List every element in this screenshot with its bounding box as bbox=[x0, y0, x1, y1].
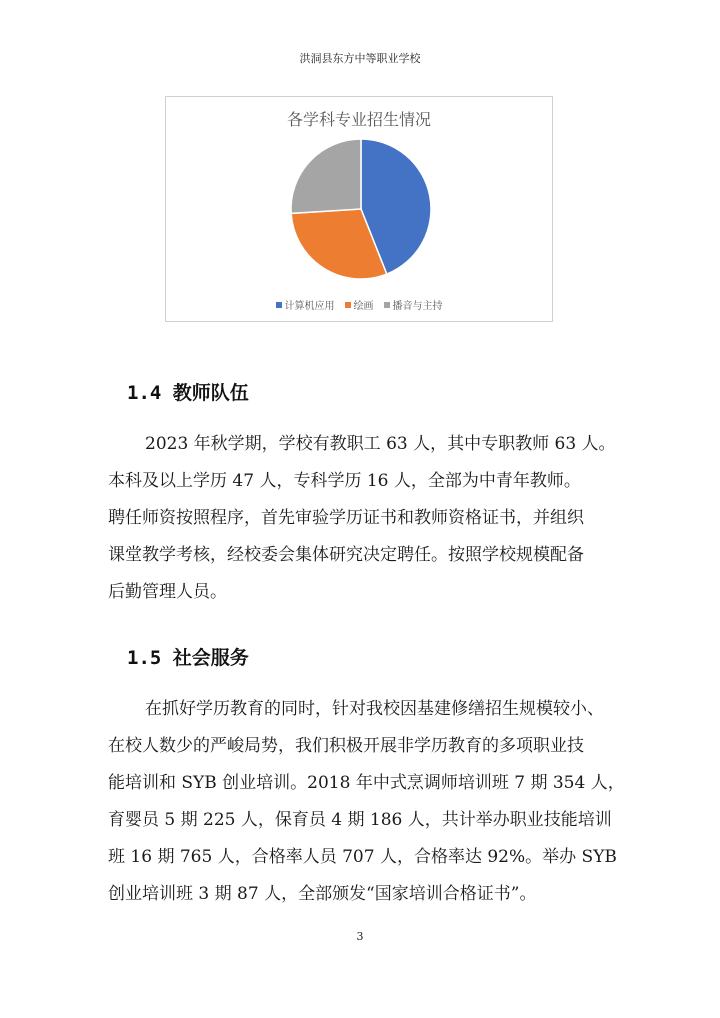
paragraph-line: 育婴员 5 期 225 人，保育员 4 期 186 人，共计举办职业技能培训 bbox=[108, 810, 612, 830]
legend-swatch-painting bbox=[345, 302, 351, 308]
section-heading-service: 1.5 社会服务 bbox=[127, 647, 249, 669]
legend-label-broadcasting: 播音与主持 bbox=[392, 301, 443, 312]
paragraph-line: 2023 年秋学期，学校有教职工 63 人，其中专职教师 63 人。 bbox=[145, 434, 616, 454]
paragraph-line: 聘任师资按照程序，首先审验学历证书和教师资格证书，并组织 bbox=[108, 508, 584, 528]
chart-title: 各学科专业招生情况 bbox=[286, 110, 431, 129]
paragraph-line: 本科及以上学历 47 人，专科学历 16 人，全部为中青年教师。 bbox=[108, 471, 581, 491]
paragraph-line: 班 16 期 765 人，合格率人员 707 人，合格率达 92%。举办 SYB bbox=[108, 847, 617, 867]
paragraph-service bbox=[108, 691, 625, 913]
legend-item-computer bbox=[276, 297, 335, 312]
section-heading-teachers: 1.4 教师队伍 bbox=[127, 382, 249, 404]
page-number: 3 bbox=[356, 930, 364, 943]
legend-swatch-broadcasting bbox=[384, 302, 390, 308]
pie-chart bbox=[165, 96, 553, 322]
paragraph-line: 在校人数少的严峻局势，我们积极开展非学历教育的多项职业技 bbox=[108, 736, 584, 756]
legend-swatch-computer bbox=[276, 302, 282, 308]
legend-label-painting: 绘画 bbox=[353, 301, 374, 312]
legend-item-painting bbox=[345, 297, 374, 312]
chart-legend bbox=[166, 297, 552, 312]
pie-slice-broadcasting bbox=[291, 139, 361, 213]
page-header: 洪洞县东方中等职业学校 bbox=[299, 52, 421, 65]
pie-chart-svg bbox=[166, 97, 552, 321]
paragraph-teachers bbox=[108, 426, 618, 611]
paragraph-line: 后勤管理人员。 bbox=[108, 582, 227, 602]
paragraph-line: 在抓好学历教育的同时，针对我校因基建修缮招生规模较小、 bbox=[145, 699, 604, 719]
paragraph-line: 能培训和 SYB 创业培训。2018 年中式烹调师培训班 7 期 354 人， bbox=[108, 773, 625, 793]
legend-label-computer: 计算机应用 bbox=[284, 301, 335, 312]
paragraph-line: 课堂教学考核，经校委会集体研究决定聘任。按照学校规模配备 bbox=[108, 545, 584, 565]
paragraph-line: 创业培训班 3 期 87 人，全部颁发“国家培训合格证书”。 bbox=[108, 884, 537, 904]
legend-item-broadcasting bbox=[384, 297, 443, 312]
